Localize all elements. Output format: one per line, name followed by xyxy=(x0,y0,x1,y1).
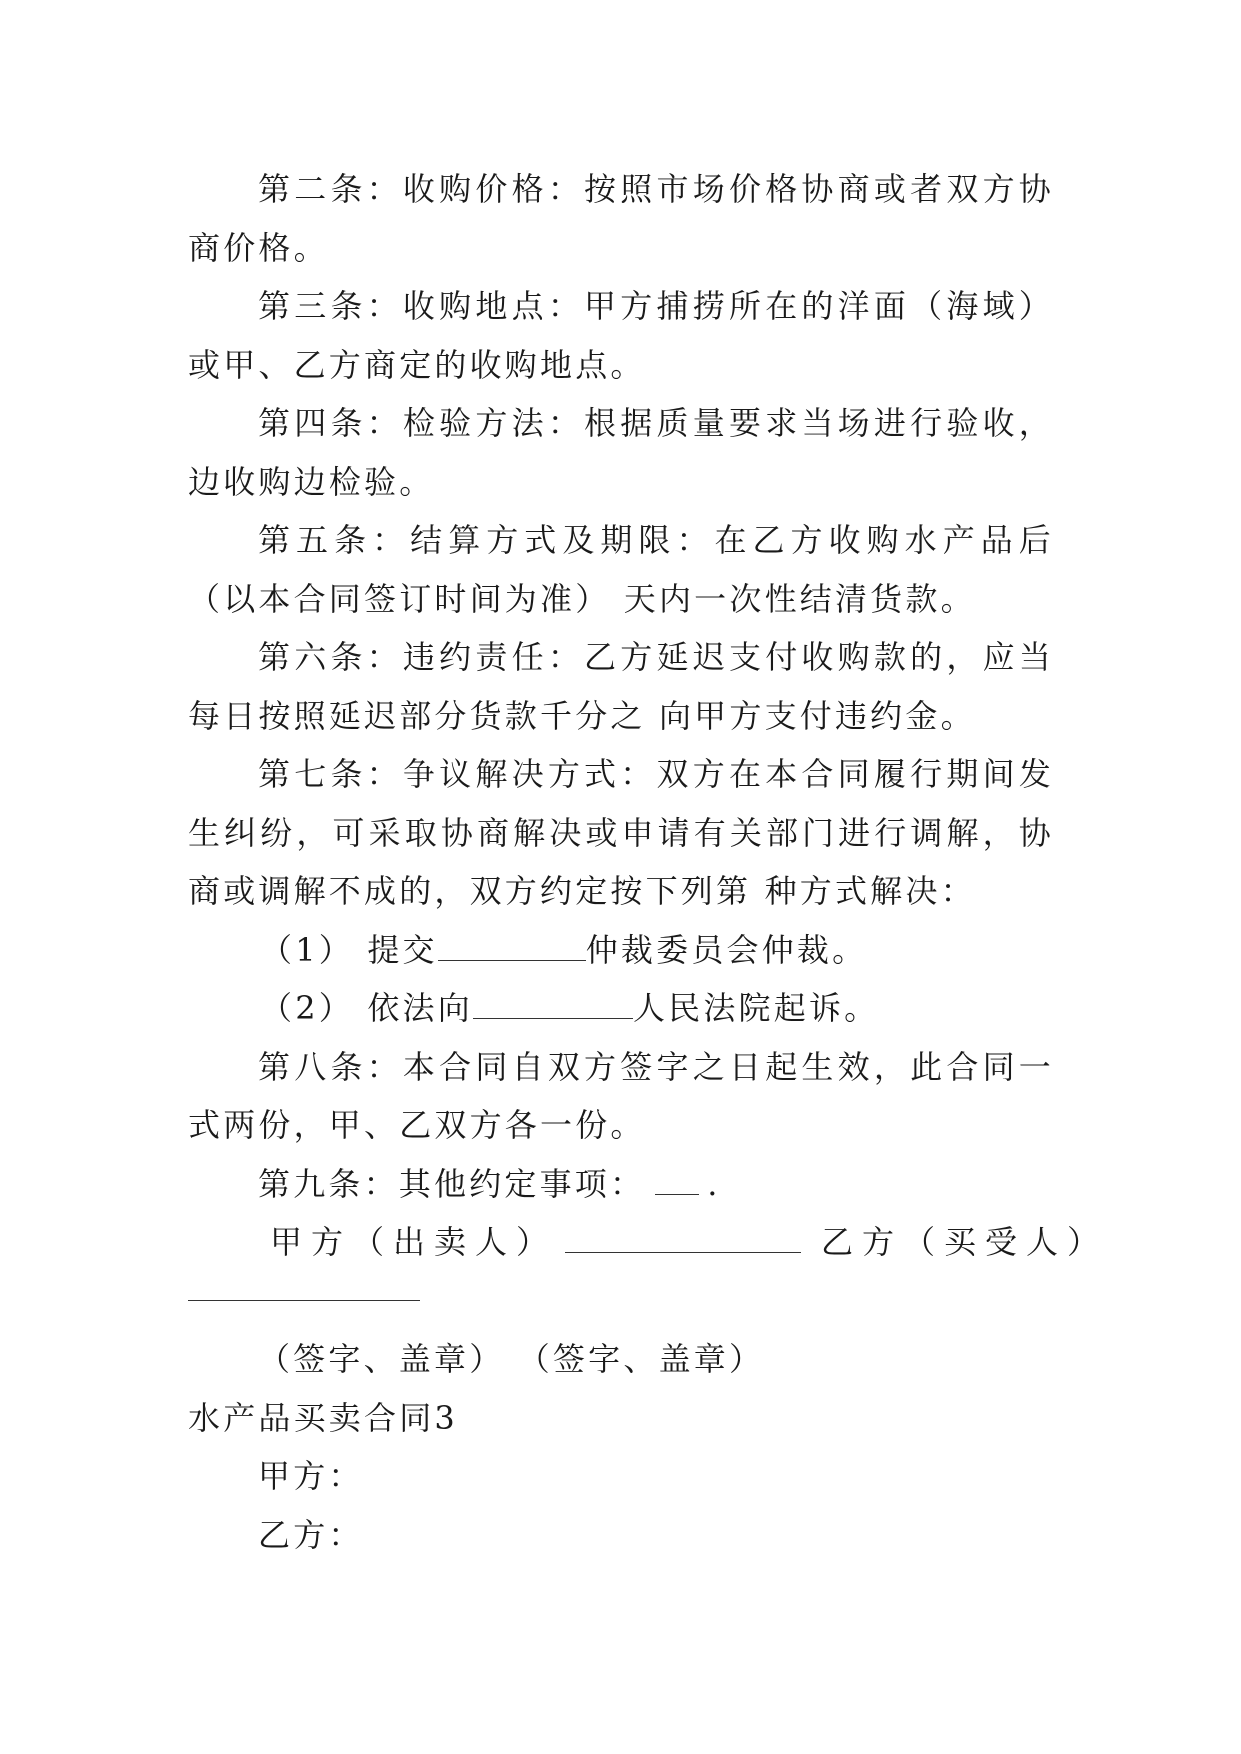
party-b-signature-line xyxy=(188,1272,1054,1331)
option-2-prefix: （2） 依法向 xyxy=(260,989,473,1027)
dispute-option-1 xyxy=(188,921,1054,980)
article-5: 第五条：结算方式及期限：在乙方收购水产品后（以本合同签订时间为准） 天内一次性结清货款。 xyxy=(188,521,1054,618)
article-4: 第四条：检验方法：根据质量要求当场进行验收，边收购边检验。 xyxy=(188,404,1054,501)
sign-seal-note: （签字、盖章） （签字、盖章） xyxy=(258,1340,765,1378)
contract-title: 水产品买卖合同3 xyxy=(188,1398,458,1437)
party-b-buyer-label: 乙方（买受人） xyxy=(821,1223,1109,1261)
dispute-option-2 xyxy=(188,979,1054,1038)
court-blank xyxy=(473,990,633,1019)
article-6: 第六条：违约责任：乙方延迟支付收购款的，应当每日按照延迟部分货款千分之 向甲方支付违约金。 xyxy=(188,638,1054,735)
article-3: 第三条：收购地点：甲方捕捞所在的洋面（海域）或甲、乙方商定的收购地点。 xyxy=(188,287,1054,384)
option-1-prefix: （1） 提交 xyxy=(260,930,438,969)
article-9 xyxy=(188,1155,1054,1214)
contract-body xyxy=(188,160,1109,1564)
article-7: 第七条：争议解决方式：双方在本合同履行期间发生纠纷，可采取协商解决或申请有关部门进行调解，协商或调解不成的，双方约定按下列第 种方式解决： xyxy=(188,755,1054,910)
article-9-period: . xyxy=(707,1164,721,1203)
signature-parties-line xyxy=(188,1213,1109,1272)
article-9-text: 第九条：其他约定事项： xyxy=(258,1164,646,1203)
other-terms-blank xyxy=(655,1166,699,1195)
party-b-line: 乙方： xyxy=(258,1515,364,1554)
option-2-suffix: 人民法院起诉。 xyxy=(632,989,880,1027)
party-a-signature-blank xyxy=(565,1224,801,1253)
option-1-suffix: 仲裁委员会仲裁。 xyxy=(585,930,868,969)
arbitration-blank xyxy=(438,932,586,961)
article-8: 第八条：本合同自双方签字之日起生效，此合同一式两份，甲、乙双方各一份。 xyxy=(188,1047,1054,1144)
article-2: 第二条：收购价格：按照市场价格协商或者双方协商价格。 xyxy=(188,170,1054,267)
party-b-signature-blank xyxy=(188,1272,420,1301)
party-a-seller-label: 甲方（出卖人） xyxy=(270,1223,558,1261)
party-a-line: 甲方： xyxy=(258,1457,364,1495)
